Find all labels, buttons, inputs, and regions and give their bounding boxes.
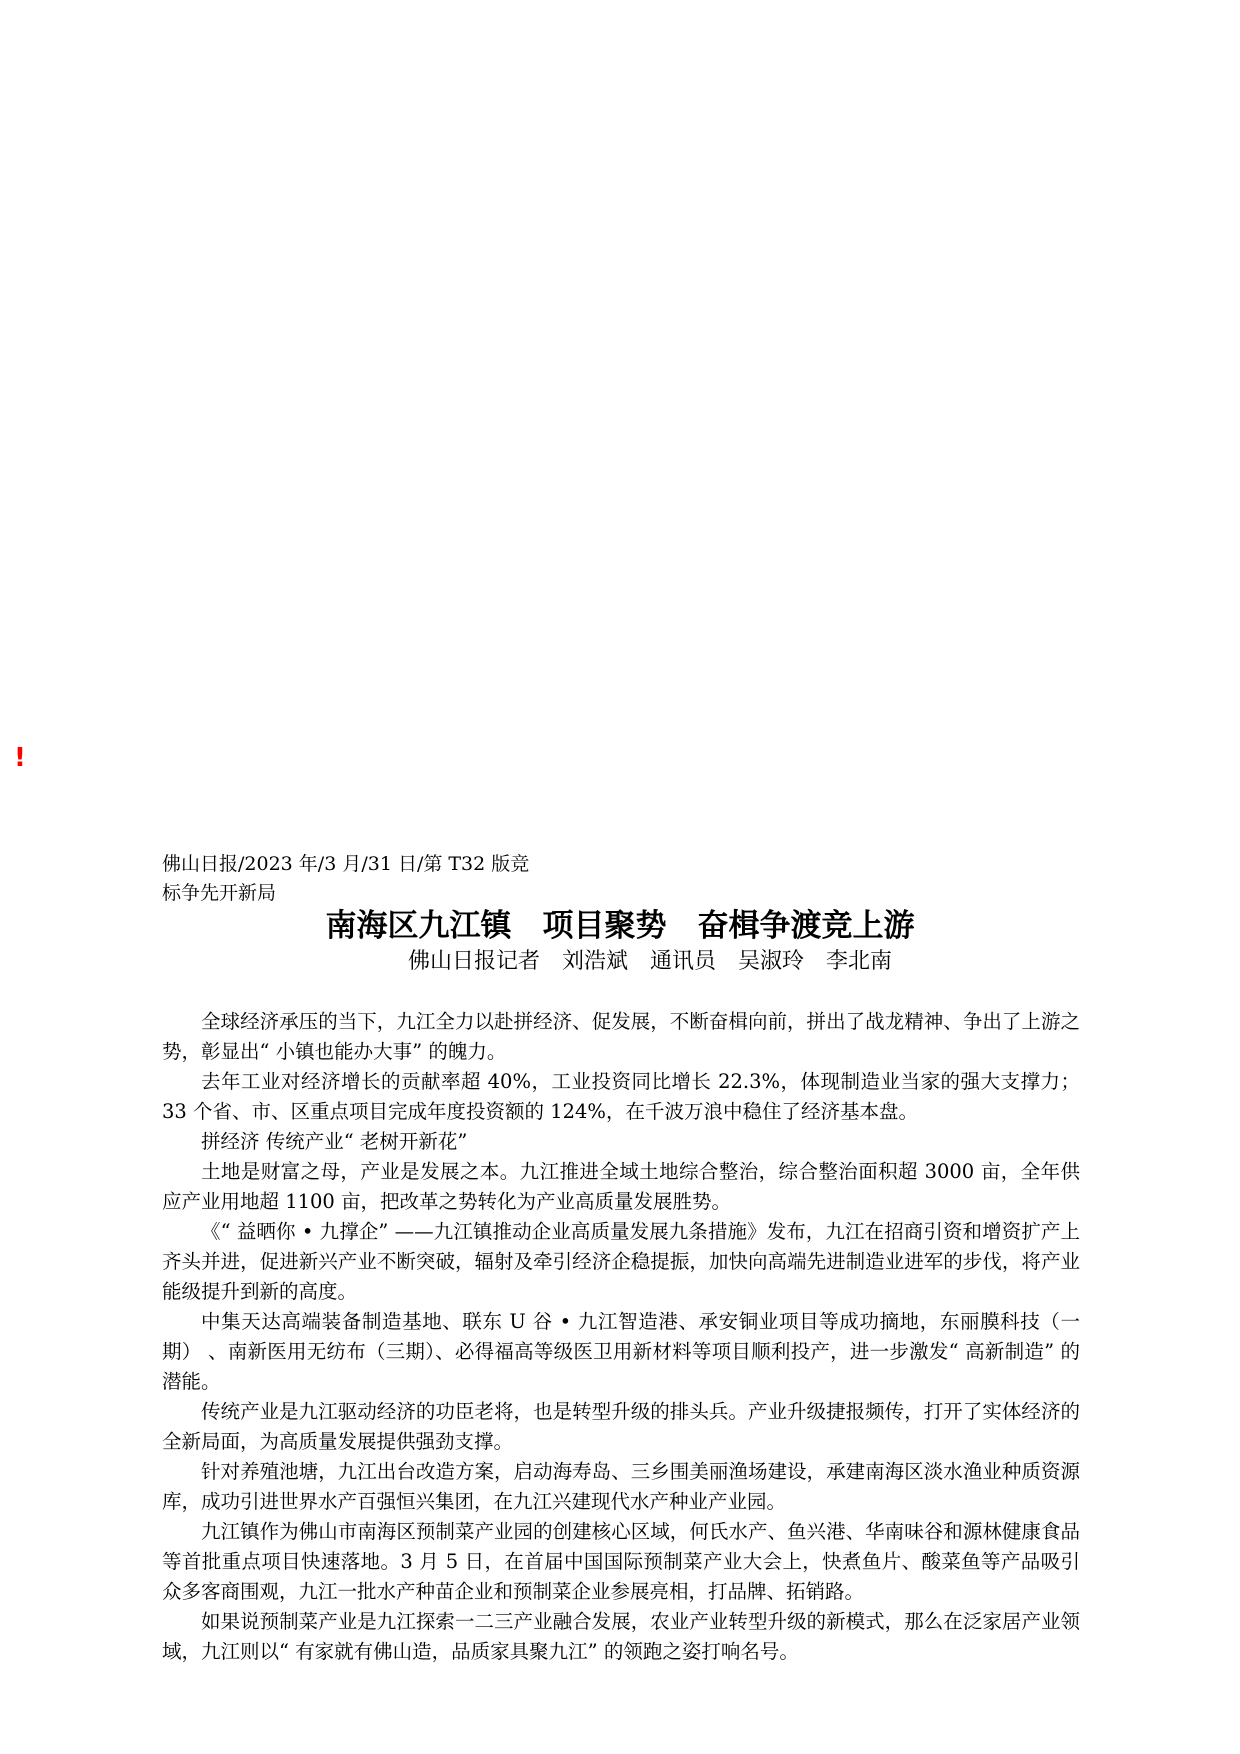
paragraph: 九江镇作为佛山市南海区预制菜产业园的创建核心区域，何氏水产、鱼兴港、华南味谷和源林健康食品等首批重点项目快速落地。3 月 5 日，在首届中国国际预制菜产业大会上，快煮鱼片、酸菜鱼等产品吸引众多客商围观，九江一批水产种苗企业和预制菜企业参展亮相，打品牌、拓销路。 [162,1520,1080,1603]
paragraph: 针对养殖池塘，九江出台改造方案，启动海寿岛、三乡围美丽渔场建设，承建南海区淡水渔业种质资源库，成功引进世界水产百强恒兴集团，在九江兴建现代水产种业产业园。 [162,1460,1080,1513]
section-heading: 拼经济 传统产业“ 老树开新花” [201,1130,468,1153]
paragraph: 《“ 益晒你 • 九撑企” ——九江镇推动企业高质量发展九条措施》发布，九江在招商引资和增资扩产上齐头并进，促进新兴产业不断突破，辐射及牵引经济企稳提振，加快向高端先进制造业进军的步伐，将产业能级提升到新的高度。 [162,1220,1080,1303]
article-byline: 佛山日报记者 刘浩斌 通讯员 吴淑玲 李北南 [407,949,892,974]
source-line: 佛山日报/2023 年/3 月/31 日/第 T32 版竞标争先开新局 [162,853,530,904]
paragraph: 土地是财富之母，产业是发展之本。九江推进全域土地综合整治，综合整治面积超 3000 亩，全年供应产业用地超 1100 亩，把改革之势转化为产业高质量发展胜势。 [162,1160,1080,1213]
article-body [162,1007,1080,1667]
paragraph: 如果说预制菜产业是九江探索一二三产业融合发展，农业产业转型升级的新模式，那么在泛家居产业领域，九江则以“ 有家就有佛山造，品质家具聚九江” 的领跑之姿打响名号。 [162,1610,1080,1663]
red-exclamation-mark: ! [14,743,26,773]
paragraph: 去年工业对经济增长的贡献率超 40%，工业投资同比增长 22.3%，体现制造业当家的强大支撑力；33 个省、市、区重点项目完成年度投资额的 124%，在千波万浪中稳住了经济基本盘。 [162,1070,1080,1123]
paragraph: 传统产业是九江驱动经济的功臣老将，也是转型升级的排头兵。产业升级捷报频传，打开了实体经济的全新局面，为高质量发展提供强劲支撑。 [162,1400,1080,1453]
paragraph: 中集天达高端装备制造基地、联东 U 谷 • 九江智造港、承安铜业项目等成功摘地，东丽膜科技（一期） 、南新医用无纺布（三期）、必得福高等级医卫用新材料等项目顺利投产，进一步激发“ 高新制造” 的潜能。 [162,1310,1080,1393]
paragraph: 全球经济承压的当下，九江全力以赴拼经济、促发展，不断奋楫向前，拼出了战龙精神、争出了上游之势，彰显出“ 小镇也能办大事” 的魄力。 [162,1010,1080,1063]
article-title: 南海区九江镇 项目聚势 奋楫争渡竞上游 [325,908,915,944]
